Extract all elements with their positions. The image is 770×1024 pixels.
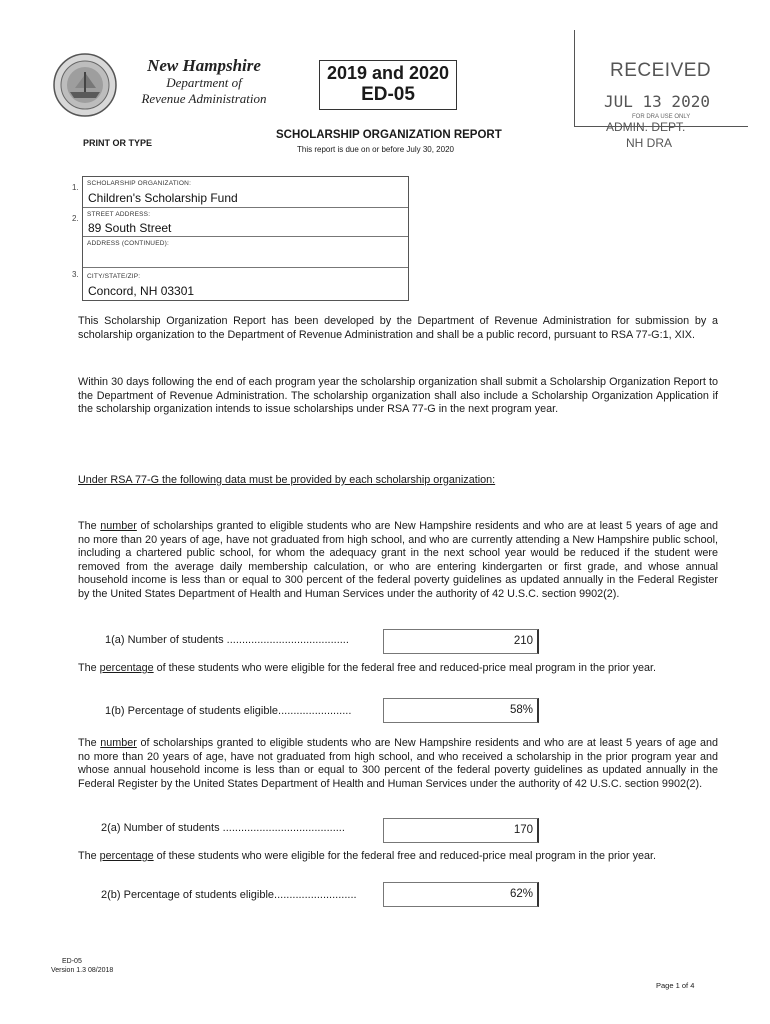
field-number: 1.: [72, 183, 79, 192]
footer-page-number: Page 1 of 4: [656, 981, 695, 990]
form-code: ED-05: [361, 84, 415, 105]
field-label: CITY/STATE/ZIP:: [87, 273, 141, 280]
field-number: 3.: [72, 270, 79, 279]
item-2a-value: 170: [513, 824, 533, 836]
paragraph-percentage-2: The percentage of these students who were eligible for the federal free and reduced-price meal program in the prior year.: [78, 850, 656, 862]
print-or-type: PRINT OR TYPE: [83, 138, 153, 148]
field-number: 2.: [72, 214, 79, 223]
item-2b-input[interactable]: [383, 882, 539, 907]
organization-name-value: Children's Scholarship Fund: [88, 191, 238, 205]
stamp-date: JUL 13 2020: [604, 92, 710, 111]
item-2b-value: 62%: [509, 888, 533, 900]
street-address-value: 89 South Street: [88, 221, 172, 235]
footer-version: Version 1.3 08/2018: [51, 967, 114, 974]
stamp-border-vertical: [574, 30, 575, 126]
item-1b-label: 1(b) Percentage of students eligible........................: [105, 705, 352, 717]
keyword-percentage: percentage: [99, 850, 154, 862]
dept-line-1: Department of: [166, 75, 242, 90]
keyword-number: number: [100, 520, 137, 532]
item-2a-input[interactable]: [383, 818, 539, 843]
city-state-zip-field[interactable]: [83, 268, 408, 301]
stamp-received: RECEIVED: [610, 60, 712, 81]
address-continued-field[interactable]: [83, 237, 408, 268]
field-label: STREET ADDRESS:: [87, 211, 151, 218]
paragraph-percentage-1: The percentage of these students who were eligible for the federal free and reduced-price meal program in the prior year.: [78, 662, 656, 674]
field-label: SCHOLARSHIP ORGANIZATION:: [87, 180, 192, 187]
requirement-heading: Under RSA 77-G the following data must be provided by each scholarship organization:: [78, 474, 496, 486]
item-2a-label: 2(a) Number of students ........................................: [101, 822, 345, 834]
state-name: New Hampshire: [147, 56, 261, 75]
paragraph-number-2: The number of scholarships granted to eligible students who are New Hampshire residents and who are at least 5 years of age and no more than 20 years of age, have not graduated from high school, and who received a scholarship in the prior program year and whose annual household income is less than or equal to 300 percent of the federal poverty guidelines as updated annually in the Federal Register by the United States Department of Health and Human Services under the authority of 42 U.S.C. section 9902(2).: [78, 737, 718, 790]
state-seal-icon: [52, 52, 118, 118]
report-due-date: This report is due on or before July 30, 2020: [297, 145, 454, 154]
organization-info-table: [82, 176, 409, 301]
stamp-admin: ADMIN. DEPT.: [606, 120, 686, 134]
item-1a-input[interactable]: [383, 629, 539, 654]
item-2b-label: 2(b) Percentage of students eligible...........................: [101, 889, 357, 901]
street-address-field[interactable]: [83, 208, 408, 237]
item-1a-value: 210: [513, 635, 533, 647]
report-title: SCHOLARSHIP ORGANIZATION REPORT: [276, 129, 502, 141]
intro-paragraph-1: This Scholarship Organization Report has been developed by the Department of Revenue Administration for submission by a scholarship organization to the Department of Revenue Administration and shall be a public record, pursuant to RSA 77-G:1, XIX.: [78, 315, 718, 341]
item-1b-input[interactable]: [383, 698, 539, 723]
agency-name: [116, 56, 292, 107]
stamp-dra: NH DRA: [626, 136, 673, 150]
intro-paragraph-2: Within 30 days following the end of each program year the scholarship organization shall submit a Scholarship Organization Report to the Department of Revenue Administration. The scholarship organization shall also include a Scholarship Organization Application if the scholarship organization intends to issue scholarships under RSA 77-G in the next program year.: [78, 376, 718, 416]
stamp-use-only: FOR DRA USE ONLY: [632, 114, 691, 120]
keyword-number: number: [100, 737, 137, 749]
city-state-zip-value: Concord, NH 03301: [88, 284, 195, 298]
item-1a-label: 1(a) Number of students ........................................: [105, 634, 349, 646]
form-years: 2019 and 2020: [326, 63, 450, 83]
organization-name-field[interactable]: [83, 177, 408, 208]
field-label: ADDRESS (CONTINUED):: [87, 240, 170, 247]
dept-line-2: Revenue Administration: [141, 91, 267, 106]
item-1b-value: 58%: [509, 704, 533, 716]
footer-form-code: ED-05: [62, 958, 82, 965]
form-id-box: [319, 60, 457, 110]
paragraph-number-1: The number of scholarships granted to eligible students who are New Hampshire residents and who are at least 5 years of age and no more than 20 years of age, have not graduated from high school, and who are currently attending a New Hampshire public school, including a chartered public school, for whom the adequacy grant in the next school year would be reduced if the student were removed from the average daily membership calculation, or who are entering kindergarten or first grade, and whose annual household income is less than or equal to 300 percent of the federal poverty guidelines as updated annually in the Federal Register by the United States Department of Health and Human Services under the authority of 42 U.S.C. section 9902(2).: [78, 520, 718, 600]
keyword-percentage: percentage: [99, 662, 154, 674]
